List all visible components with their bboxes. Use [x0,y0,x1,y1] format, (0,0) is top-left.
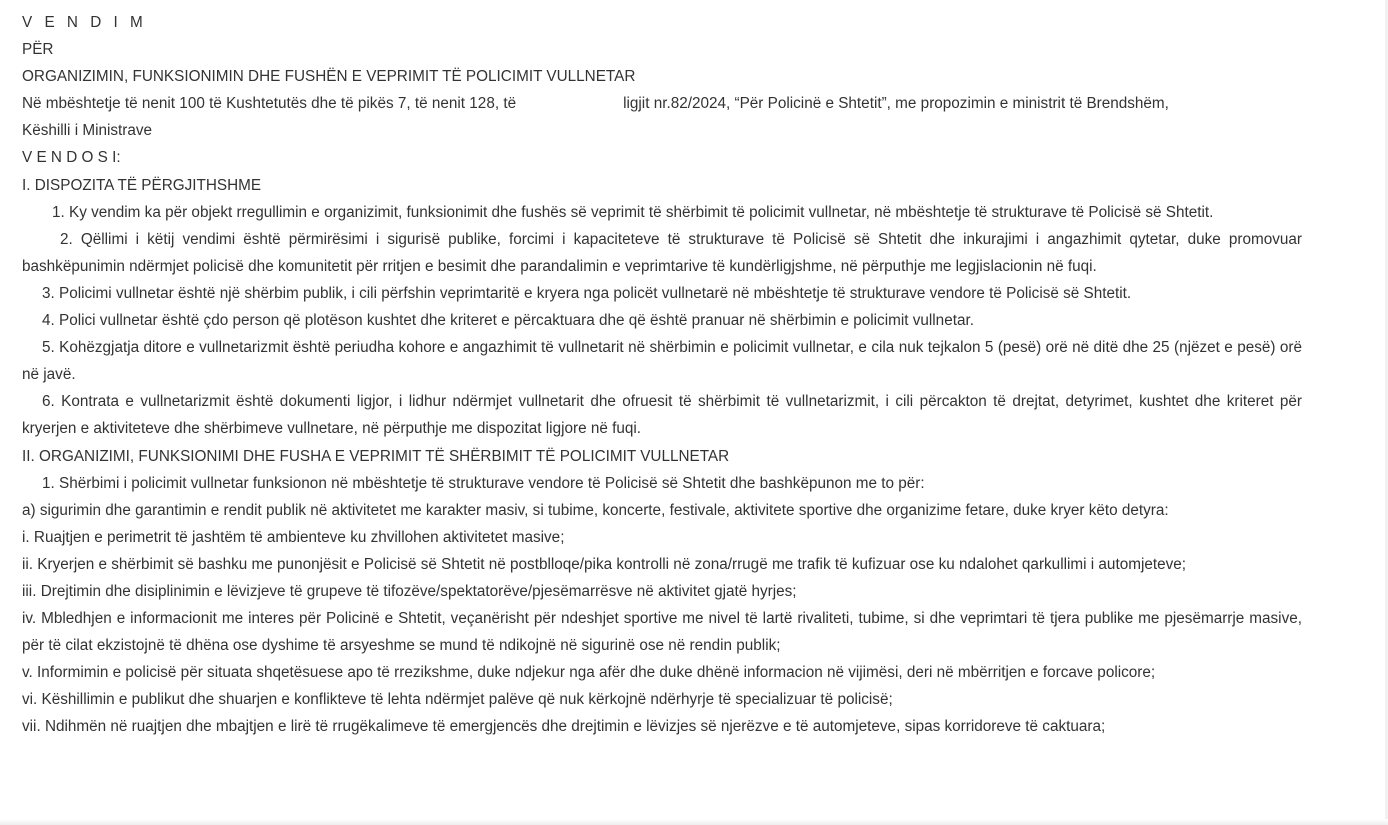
document-title: V E N D I M [22,14,147,31]
vendosi: V E N D O S I: [22,149,121,167]
section1-paragraph-2: 2. Qëllimi i këtij vendimi është përmirësimi i sigurisë publike, forcimi i kapaciteteve të strukturave të Policisë së Shtetit dhe inkurajimi i angazhimit qytetar, duke promovuar bashkëpunimin ndërmjet policisë dhe komunitetit për rritjen e besimit dhe parandalimin e veprimtarive të kundërligjshme, në përputhje me legjislacionin në fuqi. [22,230,1302,275]
section1-heading: I. DISPOZITA TË PËRGJITHSHME [22,176,262,194]
council: Këshilli i Ministrave [22,122,153,140]
section1-paragraph-5: 5. Kohëzgjatja ditore e vullnetarizmit është periudha kohore e angazhimit të vullnetarit në shërbimin e policimit vullnetar, e cila nuk tejkalon 5 (pesë) orë në ditë dhe 25 (njëzet e pesë) orë në javë. [22,339,1302,384]
section2-item-i: i. Ruajtjen e perimetrit të jashtëm të ambienteve ku zhvillohen aktivitetet masive; [22,528,565,546]
section1-paragraph-4: 4. Polici vullnetar është çdo person që plotëson kushtet dhe kriteret e përcaktuara dhe që është pranuar në shërbimin e policimit vullnetar. [42,312,974,330]
section2-heading: II. ORGANIZIMI, FUNKSIONIMI DHE FUSHA E VEPRIMIT TË SHËRBIMIT TË POLICIMIT VULLNETAR [22,447,730,465]
document-subtitle: ORGANIZIMIN, FUNKSIONIMIN DHE FUSHËN E VEPRIMIT TË POLICIMIT VULLNETAR [22,68,636,86]
section1-paragraph-6: 6. Kontrata e vullnetarizmit është dokumenti ligjor, i lidhur ndërmjet vullnetarit dhe ofruesit të shërbimit të vullnetarizmit, i cili përcakton të drejtat, detyrimet, kushtet dhe kriteret për kryerjen e aktiviteteve dhe shërbimeve vullnetare, në përputhje me dispozitat ligjore në fuqi. [22,393,1302,438]
section2-item-a: a) sigurimin dhe garantimin e rendit publik në aktivitetet me karakter masiv, si tubime, koncerte, festivale, aktivitete sportive dhe organizime fetare, duke kryer këto detyra: [22,501,1169,519]
section1-paragraph-3: 3. Policimi vullnetar është një shërbim publik, i cili përfshin veprimtaritë e kryera nga policët vullnetarë në mbështetje të strukturave vendore të Policisë së Shtetit. [42,284,1132,302]
preamble-part2: ligjit nr.82/2024, “Për Policinë e Shtetit”, me propozimin e ministrit të Brendshëm, [623,95,1169,113]
section2-item-iii: iii. Drejtimin dhe disiplinimin e lëvizjeve të grupeve të tifozëve/spektatorëve/pjesëmarrësve në aktivitet gjatë hyrjes; [22,582,797,600]
document-body [22,9,1302,741]
section2-item-vi: vi. Këshillimin e publikut dhe shuarjen e konflikteve të lehta ndërmjet palëve që nuk kërkojnë ndërhyrje të specializuar të policisë; [22,691,893,709]
bottom-edge [0,819,1388,825]
section1-paragraph-1: 1. Ky vendim ka për objekt rregullimin e organizimit, funksionimit dhe fushës së veprimit të shërbimit të policimit vullnetar, në mbështetje të strukturave të Policisë së Shtetit. [52,203,1214,221]
section2-paragraph-1: 1. Shërbimi i policimit vullnetar funksionon në mbështetje të strukturave vendore të Policisë së Shtetit dhe bashkëpunon me to për: [42,474,925,492]
section2-item-iv: iv. Mbledhjen e informacionit me interes për Policinë e Shtetit, veçanërisht për ndeshjet sportive me nivel të lartë rivaliteti, tubime, si dhe veprimtari të tjera publike me pjesëmarrje masive, për të cilat ekzistojnë të dhëna ose dyshime të arsyeshme se mund të ndikojnë në sigurinë ose në rendin publik; [22,610,1302,655]
section2-item-vii: vii. Ndihmën në ruajtjen dhe mbajtjen e lirë të rrugëkalimeve të emergjencës dhe drejtimin e lëvizjes së njerëzve e të automjeteve, sipas korridoreve të caktuara; [22,718,1106,736]
section2-item-v: v. Informimin e policisë për situata shqetësuese apo të rrezikshme, duke ndjekur nga afër dhe duke dhënë informacion në vijimësi, deri në mbërritjen e forcave policore; [22,664,1156,682]
document-per: PËR [22,41,54,59]
preamble [22,90,1302,117]
preamble-part1: Në mbështetje të nenit 100 të Kushtetutës dhe të pikës 7, të nenit 128, të [22,95,517,113]
section2-item-ii: ii. Kryerjen e shërbimit së bashku me punonjësit e Policisë së Shtetit në postblloqe/pika kontrolli në zona/rrugë me trafik të kufizuar ose ku ndalohet qarkullimi i automjeteve; [22,555,1187,573]
